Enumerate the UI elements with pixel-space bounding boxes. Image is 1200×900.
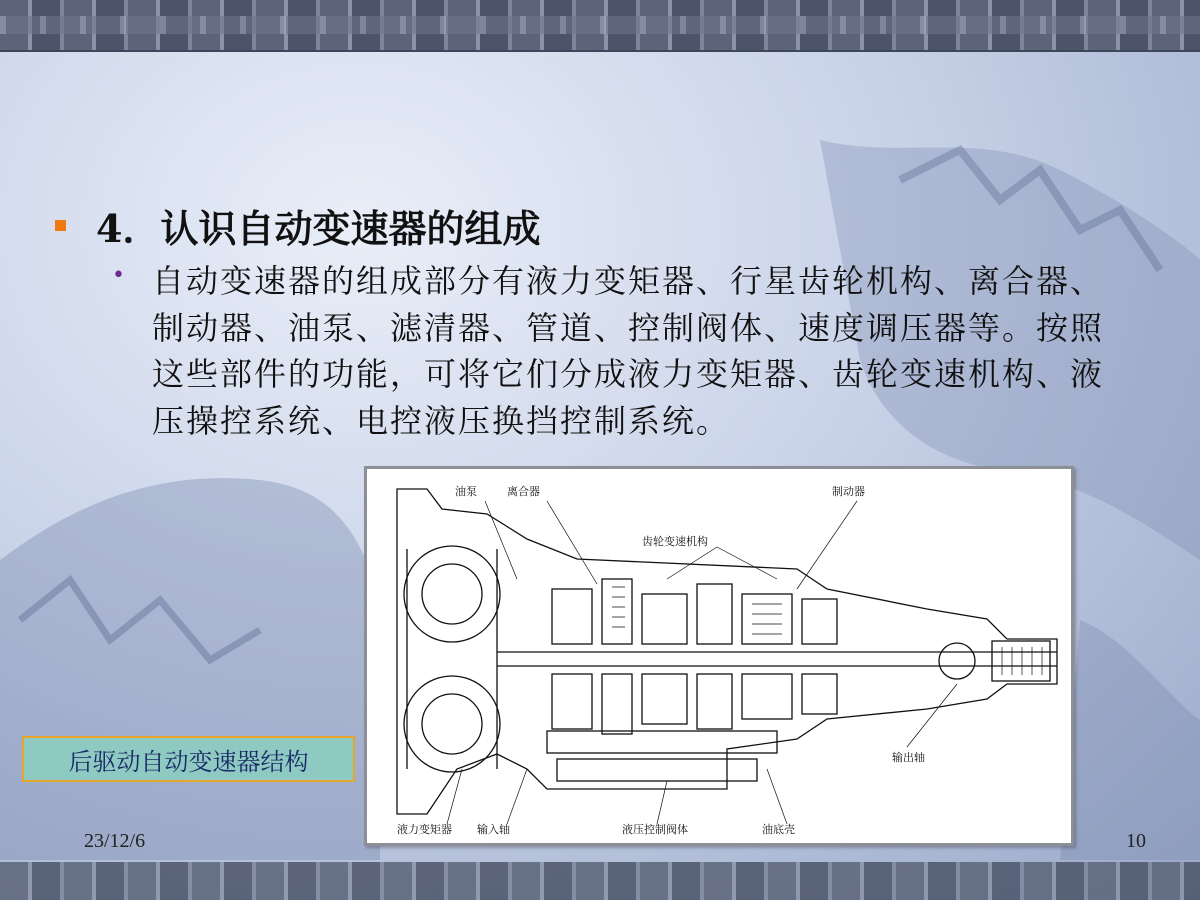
- round-bullet-icon: •: [112, 263, 125, 288]
- transmission-diagram: [364, 466, 1074, 846]
- label-input-shaft: 输入轴: [477, 823, 510, 836]
- footer-date: 23/12/6: [84, 830, 146, 852]
- transmission-drawing: [367, 469, 1071, 843]
- heading-text: 4．认识自动变速器的组成: [96, 205, 541, 251]
- label-valve-body: 液压控制阀体: [622, 823, 688, 836]
- label-oil-pump: 油泵: [455, 485, 477, 498]
- body-paragraph: 自动变速器的组成部分有液力变矩器、行星齿轮机构、离合器、制动器、油泵、滤清器、管道、控制阀体、速度调压器等。按照这些部件的功能，可将它们分成液力变矩器、齿轮变速机构、液压操控系统、电控液压换挡控制系统。: [152, 262, 1105, 440]
- top-decorative-band: [0, 0, 1200, 52]
- label-oil-pan: 油底壳: [762, 823, 795, 836]
- label-brake: 制动器: [832, 485, 865, 498]
- page-number: 10: [1126, 830, 1146, 852]
- bottom-decorative-band: [0, 862, 1200, 900]
- label-torque-converter: 液力变矩器: [397, 823, 452, 836]
- label-clutch: 离合器: [507, 485, 540, 498]
- square-bullet-icon: [55, 220, 66, 231]
- slide-heading: [55, 200, 540, 250]
- label-gear-mechanism: 齿轮变速机构: [642, 535, 708, 548]
- diagram-caption: 后驱动自动变速器结构: [22, 736, 355, 782]
- label-output-shaft: 输出轴: [892, 751, 925, 764]
